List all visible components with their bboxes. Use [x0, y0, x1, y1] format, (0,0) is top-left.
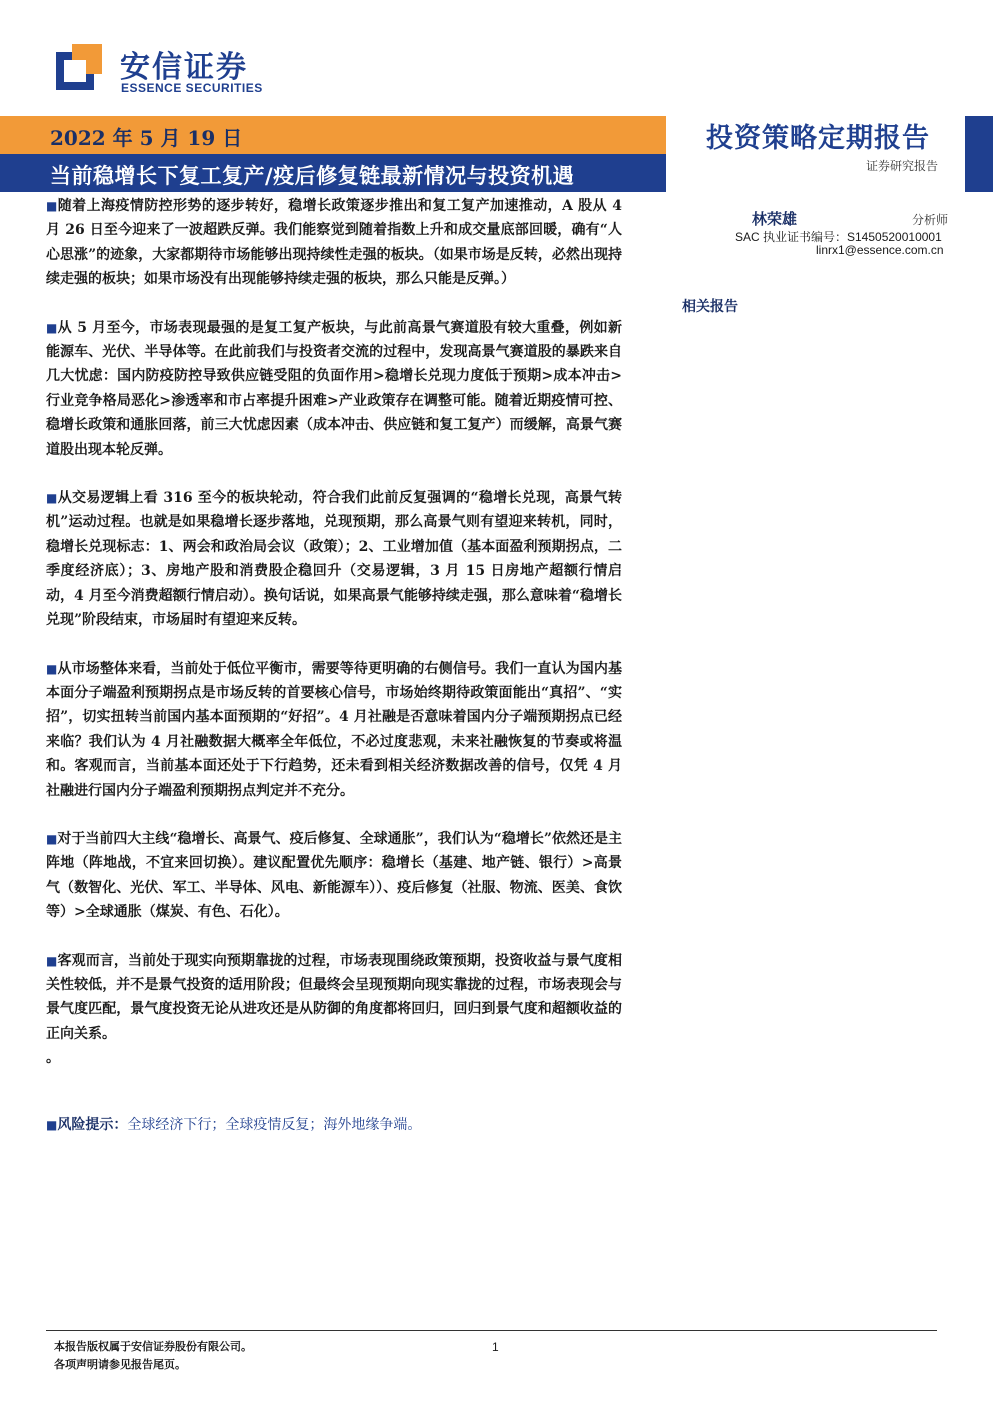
analyst-email[interactable]: linrx1@essence.com.cn — [816, 243, 944, 257]
risk-label: 风险提示： — [57, 1116, 128, 1133]
analyst-cert: SAC 执业证书编号：S1450520010001 — [735, 230, 942, 244]
stray-punctuation: 。 — [46, 1050, 60, 1067]
footer-copyright: 本报告版权属于安信证券股份有限公司。 — [54, 1340, 252, 1353]
body-paragraph: ■ 随着上海疫情防控形势的逐步转好，稳增长政策逐步推出和复工复产加速推动，A 股从 4 月 26 日至今迎来了一波超跌反弹。我们能察觉到随着指数上升和成交量底部回暖，确有“人心思涨”的迹象，大家都期待市场能够出现持续性走强的板块。（如果市场是反转，必然出现持续走强的板块；如果市场没有出现能够持续走强的板块，那么只能是反弹。） — [46, 194, 622, 292]
body-paragraph: ■ 客观而言，当前处于现实向预期靠拢的过程，市场表现围绕政策预期，投资收益与景气度相关性较低，并不是景气投资的适用阶段；但最终会呈现预期向现实靠拢的过程，市场表现会与景气度匹配，景气度投资无论从进攻还是从防御的角度都将回归，回归到景气度和超额收益的正向关系。 — [46, 949, 622, 1047]
body-paragraph: ■ 从 5 月至今，市场表现最强的是复工复产板块，与此前高景气赛道股有较大重叠，例如新能源车、光伏、半导体等。在此前我们与投资者交流的过程中，发现高景气赛道股的暴跌来自几大忧虑：国内防疫防控导致供应链受阻的负面作用>稳增长兑现力度低于预期>成本冲击>行业竞争格局恶化>渗透率和市占率提升困难>产业政策存在调整可能。随着近期疫情可控、稳增长政策和通胀回落，前三大忧虑因素（成本冲击、供应链和复工复产）而缓解，高景气赛道股出现本轮反弹。 — [46, 316, 622, 462]
footer-disclaimer: 各项声明请参见报告尾页。 — [54, 1358, 186, 1371]
analyst-role: 分析师 — [912, 213, 949, 227]
risk-text: 全球经济下行；全球疫情反复；海外地缘争端。 — [127, 1116, 422, 1133]
body-paragraph: ■ 从市场整体来看，当前处于低位平衡市，需要等待更明确的右侧信号。我们一直认为国内基本面分子端盈利预期拐点是市场反转的首要核心信号，市场始终期待政策面能出“真招”、“实招”，切实扭转当前国内基本面预期的“好招”。4 月社融是否意味着国内分子端预期拐点已经来临？我们认为 4 月社融数据大概率全年低位，不必过度悲观，未来社融恢复的节奏或将温和。客观而言，当前基本面还处于下行趋势，还未看到相关经济数据改善的信号，仅凭 4 月社融进行国内分子端盈利预期拐点判定并不充分。 — [46, 657, 622, 803]
body-paragraph: ■ 从交易逻辑上看 316 至今的板块轮动，符合我们此前反复强调的“稳增长兑现，高景气转机”运动过程。也就是如果稳增长逐步落地，兑现预期，那么高景气则有望迎来转机，同时，稳增长兑现标志：1、两会和政治局会议（政策）；2、工业增加值（基本面盈利预期拐点，二季度经济底）；3、房地产股和消费股企稳回升（交易逻辑，3 月 15 日房地产超额行情启动，4 月至今消费超额行情启动）。换句话说，如果高景气能够持续走强，那么意味着“稳增长兑现”阶段结束，市场届时有望迎来反转。 — [46, 486, 622, 632]
report-date: 2022 年 5 月 19 日 — [50, 126, 243, 150]
logo-mark-icon — [56, 44, 102, 90]
footer-divider — [46, 1330, 937, 1331]
body-column — [46, 194, 622, 1137]
related-reports-label: 相关报告 — [682, 299, 738, 315]
side-stripe — [965, 116, 993, 192]
brand-name-cn: 安信证券 — [120, 50, 248, 85]
analyst-name: 林荣雄 — [752, 210, 798, 228]
report-subtype: 证券研究报告 — [866, 159, 939, 173]
report-title: 当前稳增长下复工复产/疫后修复链最新情况与投资机遇 — [50, 163, 575, 188]
report-type: 投资策略定期报告 — [706, 123, 930, 154]
page-number: 1 — [492, 1340, 499, 1354]
risk-warning — [46, 1113, 622, 1137]
body-paragraph: ■ 对于当前四大主线“稳增长、高景气、疫后修复、全球通胀”，我们认为“稳增长”依然还是主阵地（阵地战，不宜来回切换）。建议配置优先顺序：稳增长（基建、地产链、银行）>高景气（数智化、光伏、军工、半导体、风电、新能源车））、疫后修复（社服、物流、医美、食饮等）>全球通胀（煤炭、有色、石化）。 — [46, 827, 622, 925]
brand-name-en: ESSENCE SECURITIES — [121, 81, 263, 95]
